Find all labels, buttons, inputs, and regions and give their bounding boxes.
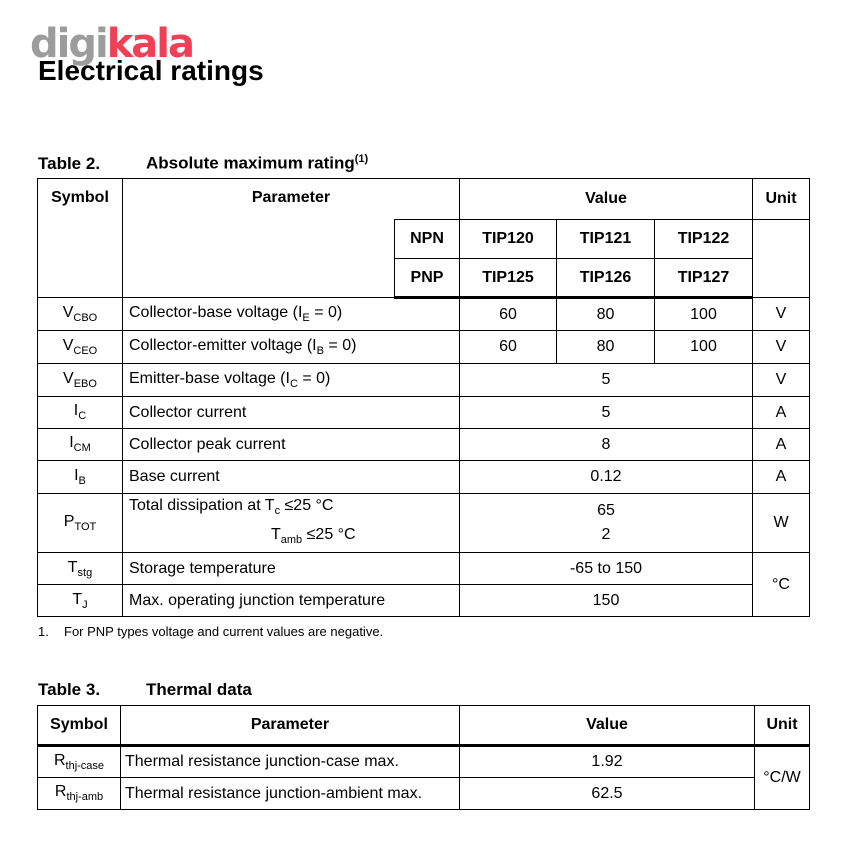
- unit-cell: V: [753, 364, 810, 397]
- value-cell: 80: [557, 298, 655, 331]
- npn-label: NPN: [395, 220, 460, 259]
- header-value: Value: [460, 179, 753, 220]
- header-parameter: Parameter: [123, 179, 460, 220]
- unit-cell: °C: [753, 553, 810, 617]
- pnp-part: TIP126: [557, 259, 655, 298]
- pnp-label: PNP: [395, 259, 460, 298]
- symbol-cell: $V_{CBO}$: [38, 298, 123, 331]
- value-cell: 100: [655, 331, 753, 364]
- header-symbol: Symbol: [38, 706, 121, 746]
- symbol-cell: $V_{EBO}$: [38, 364, 123, 397]
- header-unit: Unit: [753, 179, 810, 220]
- parameter-cell: Emitter-base voltage $(I_C = 0)$: [123, 364, 460, 397]
- unit-cell: °C/W: [755, 746, 810, 810]
- thermal-data-table: [37, 705, 810, 810]
- value-cell: 80: [557, 331, 655, 364]
- value-cell: 0.12: [460, 461, 753, 494]
- digikala-logo: digikala: [30, 21, 193, 67]
- header-blank: [123, 220, 395, 298]
- unit-blank: [753, 220, 810, 298]
- value-cell: 5: [460, 364, 753, 397]
- npn-part: TIP122: [655, 220, 753, 259]
- table-row: [38, 298, 810, 331]
- value-cell: 1.92: [460, 746, 755, 778]
- absolute-maximum-rating-table: [37, 178, 810, 617]
- value-cell: 60: [460, 331, 557, 364]
- symbol-cell: $I_{CM}$: [38, 429, 123, 461]
- unit-cell: A: [753, 397, 810, 429]
- section-title: Electrical ratings: [38, 55, 264, 86]
- value-cell: -65 to 150: [460, 553, 753, 585]
- parameter-cell: Collector-base voltage $(I_E = 0)$: [123, 298, 460, 331]
- symbol-cell: $I_C$: [38, 397, 123, 429]
- table3-caption: Table 3. Thermal data: [38, 680, 252, 699]
- parameter-cell: Max. operating junction temperature: [123, 585, 460, 617]
- value-cell: 100: [655, 298, 753, 331]
- table-row: [38, 778, 810, 810]
- unit-cell: A: [753, 429, 810, 461]
- table2-caption: Table 2. Absolute maximum rating$^{(1)}$: [38, 153, 369, 173]
- symbol-cell: $R_{thj-amb}$: [38, 778, 121, 810]
- parameter-cell: Collector current: [123, 397, 460, 429]
- table-row: [38, 331, 810, 364]
- header-unit: Unit: [755, 706, 810, 746]
- parameter-cell: Collector-emitter voltage $(I_B = 0)$: [123, 331, 460, 364]
- table-row: [38, 461, 810, 494]
- unit-cell: V: [753, 331, 810, 364]
- value-cell: 5: [460, 397, 753, 429]
- parameter-cell: Thermal resistance junction-case max.: [121, 746, 460, 778]
- table-row: [38, 397, 810, 429]
- value-cell: 60: [460, 298, 557, 331]
- header-symbol: Symbol: [38, 179, 123, 298]
- footnote: 1. For PNP types voltage and current values are negative.: [38, 624, 384, 639]
- value-cell: 150: [460, 585, 753, 617]
- parameter-cell: Thermal resistance junction-ambient max.: [121, 778, 460, 810]
- table-row: [38, 494, 810, 553]
- header-parameter: Parameter: [121, 706, 460, 746]
- npn-part: TIP120: [460, 220, 557, 259]
- symbol-cell: $T_J$: [38, 585, 123, 617]
- pnp-part: TIP127: [655, 259, 753, 298]
- parameter-cell: Storage temperature: [123, 553, 460, 585]
- parameter-cell: Collector peak current: [123, 429, 460, 461]
- table-row: [38, 429, 810, 461]
- symbol-cell: $T_{stg}$: [38, 553, 123, 585]
- pnp-part: TIP125: [460, 259, 557, 298]
- table-row: [38, 364, 810, 397]
- unit-cell: V: [753, 298, 810, 331]
- value-cell: 8: [460, 429, 753, 461]
- symbol-cell: $R_{thj-case}$: [38, 746, 121, 778]
- symbol-cell: $V_{CEO}$: [38, 331, 123, 364]
- parameter-cell: Total dissipation at $T_c \le 25$ °C $T_{amb} \le 25$ °C: [123, 494, 460, 553]
- table-row: [38, 746, 810, 778]
- value-cell: 62.5: [460, 778, 755, 810]
- symbol-cell: $I_B$: [38, 461, 123, 494]
- value-cell: 65 2: [460, 494, 753, 553]
- table-row: [38, 585, 810, 617]
- table-row: [38, 553, 810, 585]
- parameter-cell: Base current: [123, 461, 460, 494]
- unit-cell: W: [753, 494, 810, 553]
- header-value: Value: [460, 706, 755, 746]
- npn-part: TIP121: [557, 220, 655, 259]
- symbol-cell: $P_{TOT}$: [38, 494, 123, 553]
- unit-cell: A: [753, 461, 810, 494]
